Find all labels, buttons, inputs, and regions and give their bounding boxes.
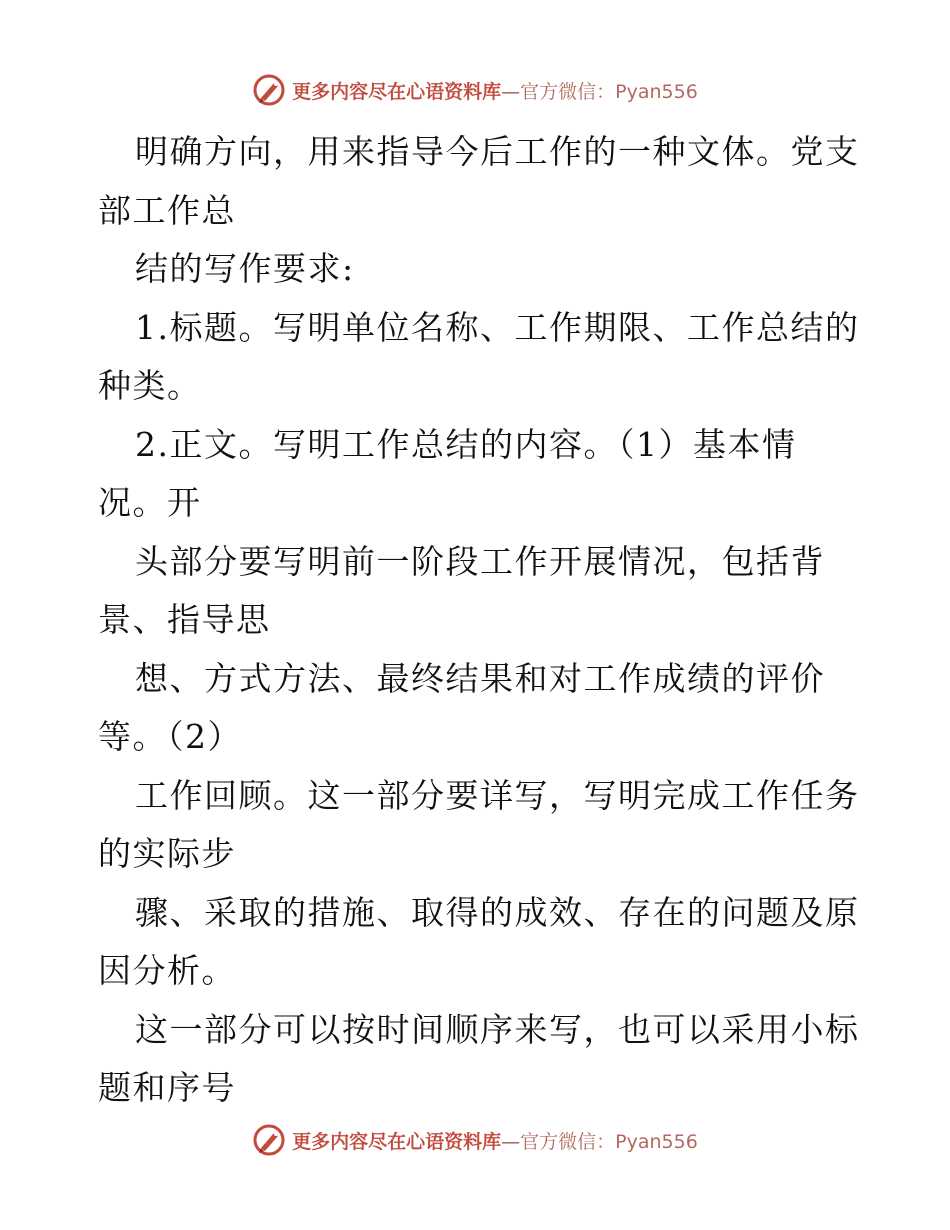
body-line: 景、指导思 (98, 600, 271, 639)
pen-logo-icon (252, 1123, 286, 1157)
body-line: 况。开 (98, 483, 202, 522)
body-line: 题和序号 (98, 1068, 236, 1107)
body-line: 结的写作要求: (135, 249, 355, 288)
body-line: 部工作总 (98, 190, 236, 230)
pen-logo-icon (252, 73, 286, 107)
document-body (98, 123, 858, 1118)
body-line: 因分析。 (98, 951, 236, 990)
header-banner (0, 70, 950, 110)
body-line: 想、方式方法、最终结果和对工作成绩的评价 (135, 658, 825, 698)
footer-banner (0, 1120, 950, 1160)
header-brand-text: 更多内容尽在心语资料库 (292, 80, 502, 103)
body-line: 头部分要写明前一阶段工作开展情况，包括背 (135, 541, 825, 581)
body-line: 工作回顾。这一部分要详写，写明完成工作任务 (135, 775, 860, 815)
body-line: 骤、采取的措施、取得的成效、存在的问题及原 (135, 892, 860, 932)
footer-separator: — (501, 1130, 521, 1153)
header-separator: — (501, 80, 521, 103)
body-line: 的实际步 (98, 834, 236, 873)
body-line: 2.正文。写明工作总结的内容。（1）基本情 (135, 424, 797, 464)
footer-wechat-text: 官方微信：Pyan556 (520, 1130, 698, 1153)
body-line: 明确方向，用来指导今后工作的一种文体。党支 (135, 132, 860, 171)
body-line: 1.标题。写明单位名称、工作期限、工作总结的 (135, 307, 860, 347)
body-line: 种类。 (98, 366, 202, 405)
body-line: 这一部分可以按时间顺序来写，也可以采用小标 (135, 1009, 860, 1049)
body-line: 等。（2） (98, 717, 242, 756)
header-wechat-text: 官方微信：Pyan556 (520, 80, 698, 103)
footer-brand-text: 更多内容尽在心语资料库 (292, 1130, 502, 1153)
